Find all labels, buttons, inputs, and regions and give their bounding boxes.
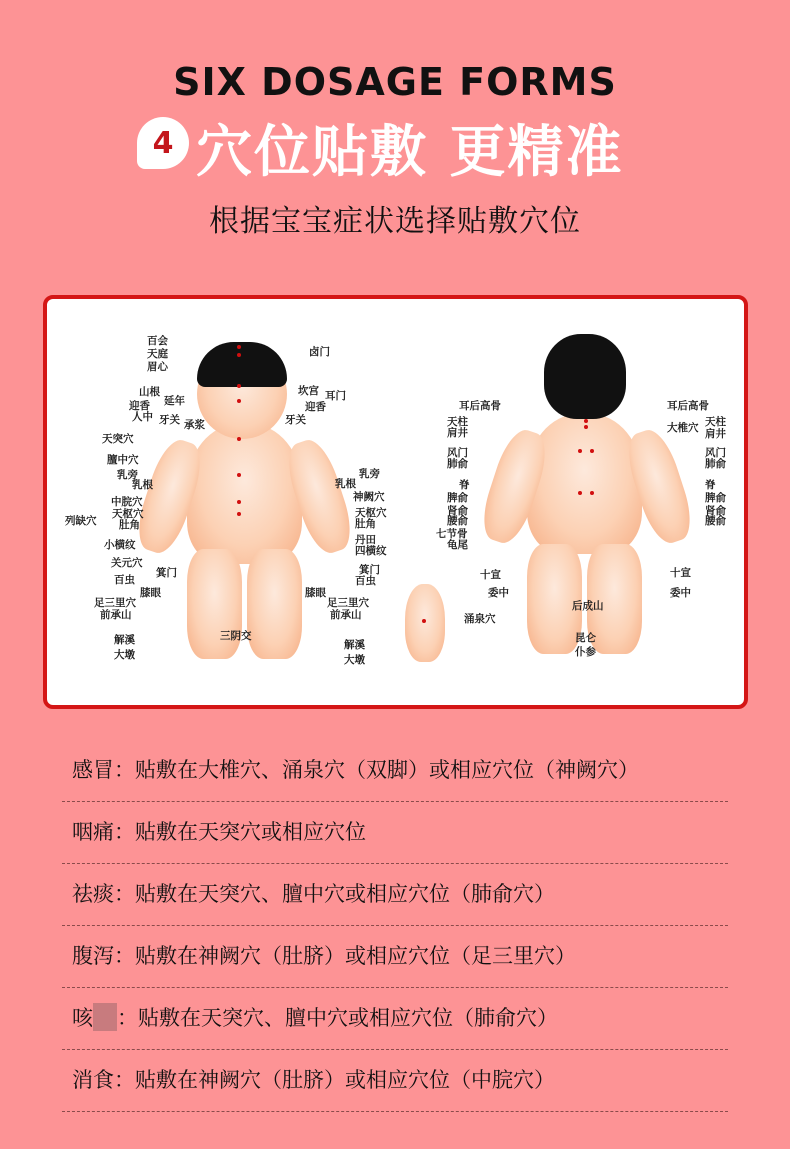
step-badge: 4 — [137, 117, 189, 169]
label-erhougaogu-l: 耳后高骨 — [459, 400, 501, 412]
label-tianzhu-r: 天柱 — [705, 416, 726, 428]
foot-sole — [405, 584, 445, 662]
acupoint-dot — [590, 491, 594, 495]
label-shixuan-r: 十宣 — [670, 567, 691, 579]
label-tiantu: 天突穴 — [102, 433, 134, 445]
label-shenque: 神阙穴 — [353, 491, 385, 503]
label-yingxiang-l: 迎香 — [129, 400, 150, 412]
label-tianshu-l: 天枢穴 — [112, 508, 144, 520]
tip-row — [62, 1050, 728, 1112]
label-jiexi-r: 解溪 — [344, 639, 365, 651]
tip-row — [62, 864, 728, 926]
label-baihui: 百会 — [147, 335, 168, 347]
label-shangen: 山根 — [139, 386, 160, 398]
label-pishu-l: 脾俞 — [447, 492, 468, 504]
label-houchengshan: 后成山 — [572, 600, 604, 612]
tip-symptom: 腹泻 — [72, 944, 114, 968]
label-yaguan-l: 牙关 — [159, 414, 180, 426]
acupoint-dot — [590, 449, 594, 453]
front-body — [187, 424, 302, 564]
label-chengjiang: 承浆 — [184, 419, 205, 431]
label-sanyinjiao: 三阴交 — [220, 630, 252, 642]
acupoint-dot — [237, 399, 241, 403]
front-left-leg — [187, 549, 242, 659]
acupoint-dot — [578, 491, 582, 495]
front-right-leg — [247, 549, 302, 659]
label-fengmen-r: 风门 — [705, 447, 726, 459]
label-fengmen-l: 风门 — [447, 447, 468, 459]
label-dadun-l: 大墩 — [114, 649, 135, 661]
tip-row — [62, 802, 728, 864]
tip-symptom: 消食 — [72, 1068, 114, 1092]
label-shenshu-l: 肾俞 — [447, 505, 468, 517]
label-yongquan: 涌泉穴 — [464, 613, 496, 625]
label-pushen: 仆参 — [575, 646, 596, 658]
label-feishu-r: 肺俞 — [705, 458, 726, 470]
label-dadun-r: 大墩 — [344, 654, 365, 666]
label-rugen-l: 乳根 — [132, 479, 153, 491]
label-shenshu-r: 肾俞 — [705, 505, 726, 517]
label-qijiegu: 七节骨 — [436, 528, 468, 540]
tip-description: ：贴敷在天突穴、膻中穴或相应穴位（肺俞穴） — [117, 1006, 558, 1030]
label-jianjing-r: 肩井 — [705, 428, 726, 440]
label-xiyan-l: 膝眼 — [140, 587, 161, 599]
label-dujiao-l: 肚角 — [119, 519, 140, 531]
tip-row — [62, 740, 728, 802]
tip-description: ：贴敷在天突穴或相应穴位 — [114, 820, 366, 844]
label-jiexi-l: 解溪 — [114, 634, 135, 646]
subtitle: 根据宝宝症状选择贴敷穴位 — [209, 204, 581, 239]
label-pishu-r: 脾俞 — [705, 492, 726, 504]
label-rugen-r: 乳根 — [335, 478, 356, 490]
label-jimen-r: 箕门 — [359, 564, 380, 576]
label-dantian: 丹田 — [355, 534, 376, 546]
acupoint-dot — [422, 619, 426, 623]
label-renzhong: 人中 — [132, 411, 153, 423]
label-erhougaogu-r: 耳后高骨 — [667, 400, 709, 412]
acupoint-dot — [237, 345, 241, 349]
tip-symptom: 祛痰 — [72, 882, 114, 906]
label-guiwei: 龟尾 — [447, 539, 468, 551]
label-yaoshu-r: 腰俞 — [705, 515, 726, 527]
label-dazhui: 大椎穴 — [667, 422, 699, 434]
tip-description: ：贴敷在神阙穴（肚脐）或相应穴位（中脘穴） — [114, 1068, 555, 1092]
label-yaguan-r: 牙关 — [285, 414, 306, 426]
acupoint-dot — [578, 449, 582, 453]
en-title: SIX DOSAGE FORMS — [173, 60, 617, 104]
acupoint-dot — [237, 353, 241, 357]
label-rupang-l: 乳旁 — [117, 469, 138, 481]
redacted-block — [93, 1003, 117, 1031]
label-xinmen: 卤门 — [309, 346, 330, 358]
label-qianchengshan-l: 前承山 — [100, 609, 132, 621]
label-tianzhu-l: 天柱 — [447, 416, 468, 428]
label-weizhong-r: 委中 — [670, 587, 691, 599]
label-weizhong-l: 委中 — [488, 587, 509, 599]
label-yannian: 延年 — [164, 395, 185, 407]
label-zusanli-l: 足三里穴 — [94, 597, 136, 609]
label-sihengwen: 四横纹 — [355, 545, 387, 557]
label-danzhong: 膻中穴 — [107, 454, 139, 466]
back-hair — [544, 334, 626, 419]
label-dujiao-r: 肚角 — [355, 518, 376, 530]
label-xiyan-r: 膝眼 — [305, 587, 326, 599]
label-yingxiang-r: 迎香 — [305, 401, 326, 413]
label-tianshu-r: 天枢穴 — [355, 507, 387, 519]
acupoint-dot — [237, 384, 241, 388]
front-hair — [197, 342, 287, 387]
back-body — [527, 414, 642, 554]
label-tianting: 天庭 — [147, 348, 168, 360]
acupoint-dot — [584, 425, 588, 429]
tip-description: ：贴敷在大椎穴、涌泉穴（双脚）或相应穴位（神阙穴） — [114, 758, 639, 782]
acupoint-diagram — [43, 295, 748, 709]
label-feishu-l: 肺俞 — [447, 458, 468, 470]
tip-symptom: 咽痛 — [72, 820, 114, 844]
label-shixuan-l: 十宣 — [480, 569, 501, 581]
label-lieque: 列缺穴 — [65, 515, 97, 527]
label-baichong-r: 百虫 — [355, 575, 376, 587]
tip-row — [62, 926, 728, 988]
label-rupang-r: 乳旁 — [359, 468, 380, 480]
label-qianchengshan-r: 前承山 — [330, 609, 362, 621]
tip-row — [62, 988, 728, 1050]
label-ermen: 耳门 — [325, 390, 346, 402]
back-left-leg — [527, 544, 582, 654]
label-zusanli-r: 足三里穴 — [327, 597, 369, 609]
label-kunlun: 昆仑 — [575, 632, 596, 644]
acupoint-dot — [237, 473, 241, 477]
acupoint-dot — [237, 512, 241, 516]
cn-title: 穴位贴敷 更精准 — [196, 120, 624, 185]
label-ji-l: 脊 — [459, 479, 470, 491]
tip-description: ：贴敷在天突穴、膻中穴或相应穴位（肺俞穴） — [114, 882, 555, 906]
label-meixin: 眉心 — [147, 361, 168, 373]
label-ji-r: 脊 — [705, 479, 716, 491]
tip-description: ：贴敷在神阙穴（肚脐）或相应穴位（足三里穴） — [114, 944, 576, 968]
tip-symptom: 咳 — [72, 1006, 93, 1030]
label-xiaohengwen: 小横纹 — [104, 539, 136, 551]
label-jianjing-l: 肩井 — [447, 427, 468, 439]
acupoint-dot — [237, 437, 241, 441]
acupoint-dot — [237, 500, 241, 504]
label-jimen-l: 箕门 — [156, 567, 177, 579]
label-zhongwan: 中脘穴 — [111, 496, 143, 508]
tip-symptom: 感冒 — [72, 758, 114, 782]
label-kangong: 坎宫 — [298, 385, 319, 397]
label-yaoshu-l: 腰俞 — [447, 515, 468, 527]
label-guanyuan: 关元穴 — [111, 557, 143, 569]
label-baichong-l: 百虫 — [114, 574, 135, 586]
acupoint-dot — [584, 419, 588, 423]
